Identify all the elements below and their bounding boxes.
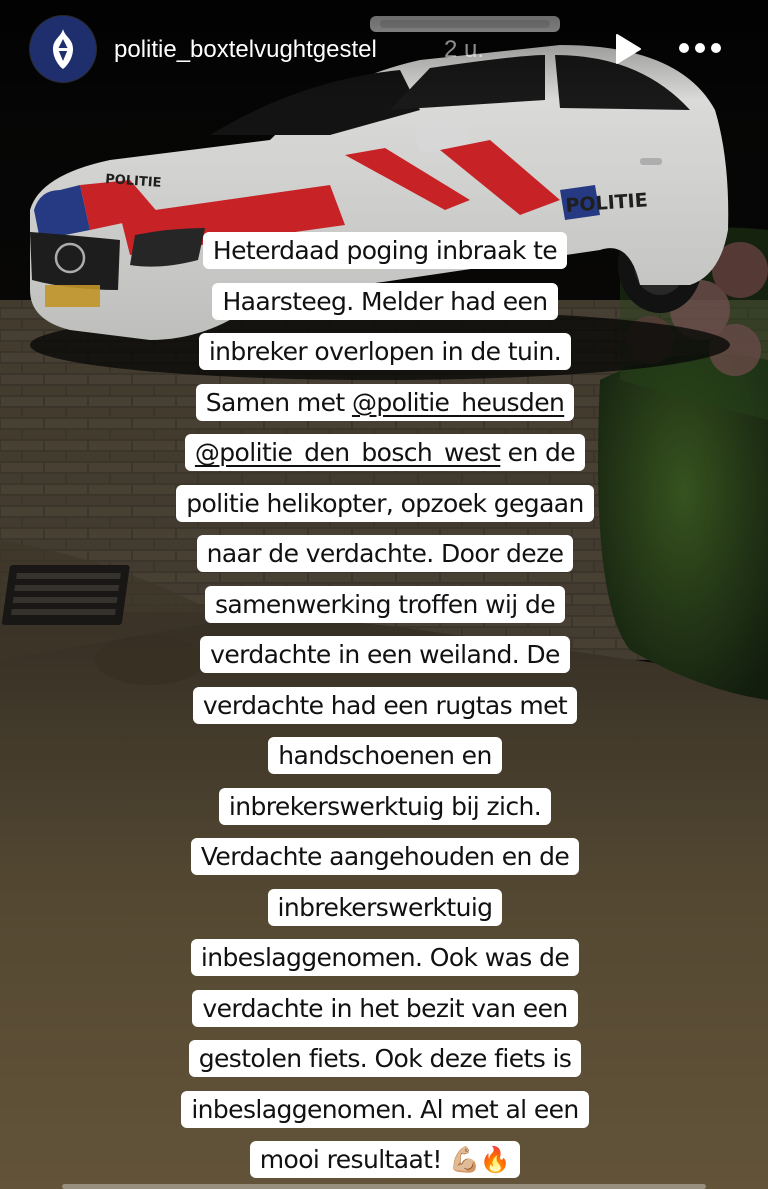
door-logo-text: POLITIE — [564, 189, 649, 217]
caption-line: verdachte in het bezit van een — [192, 990, 577, 1027]
username-label[interactable]: politie_boxtelvughtgestel — [114, 36, 377, 63]
reply-bar-edge[interactable] — [62, 1184, 706, 1189]
hood-logo-text: POLITIE — [104, 172, 162, 191]
play-icon[interactable] — [612, 32, 644, 66]
caption-line: inbeslaggenomen. Ook was de — [191, 939, 579, 976]
caption-line: Haarsteeg. Melder had een — [212, 283, 557, 320]
profile-avatar[interactable] — [30, 16, 96, 82]
caption-line: verdachte in een weiland. De — [200, 636, 570, 673]
caption-line: politie helikopter, opzoek gegaan — [176, 485, 594, 522]
caption-line: Verdachte aangehouden en de — [191, 838, 579, 875]
caption-line: verdachte had een rugtas met — [193, 687, 577, 724]
more-options-icon[interactable] — [676, 36, 724, 60]
caption-line: inbrekerswerktuig — [268, 889, 503, 926]
caption-line: samenwerking troffen wij de — [205, 586, 565, 623]
caption-line: inbeslaggenomen. Al met al een — [181, 1091, 588, 1128]
mention-politie-heusden[interactable]: @politie_heusden — [351, 387, 565, 417]
caption-line: handschoenen en — [268, 737, 501, 774]
caption-line: gestolen fiets. Ook deze fiets is — [189, 1040, 582, 1077]
caption-line: @politie_den_bosch_west en de — [185, 434, 585, 471]
caption-line: mooi resultaat! 💪🏼🔥 — [250, 1141, 520, 1178]
caption-line: Heterdaad poging inbraak te — [203, 232, 567, 269]
police-logo-icon — [43, 27, 83, 71]
caption-line: inbreker overlopen in de tuin. — [199, 333, 571, 370]
caption-line: inbrekerswerktuig bij zich. — [219, 788, 551, 825]
story-caption — [130, 226, 640, 1186]
post-time: 2 u. — [444, 36, 485, 63]
story-header — [0, 0, 768, 100]
mention-politie-den-bosch-west[interactable]: @politie_den_bosch_west — [194, 438, 501, 467]
caption-line: Samen met @politie_heusden — [196, 384, 574, 421]
caption-line: naar de verdachte. Door deze — [197, 535, 574, 572]
